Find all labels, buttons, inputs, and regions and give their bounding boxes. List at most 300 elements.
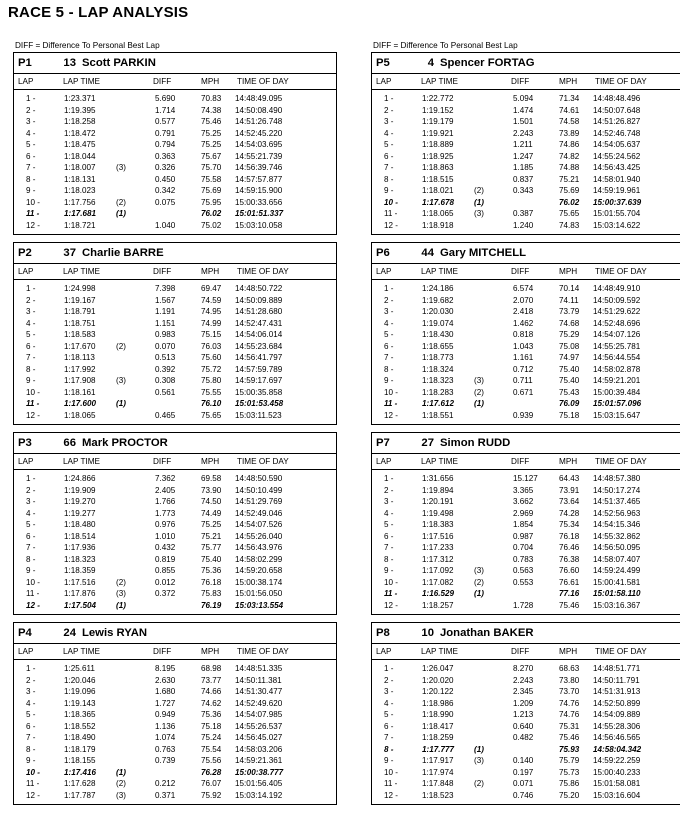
lap-number: 2 -	[26, 105, 36, 115]
lap-number: 8 -	[26, 174, 36, 184]
lap-time-cell	[417, 768, 507, 777]
lap-row	[14, 519, 336, 531]
lap-row	[14, 329, 336, 341]
rank-marker: (1)	[474, 399, 484, 409]
lap-time: 1:18.751	[64, 318, 96, 328]
lap-time: 1:17.670	[64, 341, 96, 351]
header-lap-time: LAP TIME	[63, 267, 101, 276]
lap-time-of-day: 14:56:46.565	[593, 733, 641, 743]
lap-time: 1:18.257	[422, 600, 454, 610]
lap-diff: 1.714	[155, 105, 176, 115]
lap-number: 6 -	[26, 341, 36, 351]
lap-row	[14, 686, 336, 698]
lap-number: 10 -	[26, 387, 40, 397]
lap-diff: 0.640	[513, 721, 534, 731]
lap-row	[372, 778, 680, 790]
header-time-of-day: TIME OF DAY	[595, 457, 647, 466]
panel-header	[14, 623, 336, 644]
lap-time-of-day: 14:50:09.592	[593, 295, 641, 305]
lap-number: 8 -	[384, 364, 394, 374]
lap-time: 1:17.974	[422, 767, 454, 777]
lap-mph: 76.03	[201, 341, 222, 351]
lap-time: 1:17.681	[64, 209, 96, 219]
header-mph: MPH	[559, 77, 578, 86]
lap-diff: 3.662	[513, 497, 534, 507]
lap-time-of-day: 14:55:32.862	[593, 531, 641, 541]
lap-time: 1:25.611	[64, 664, 95, 674]
lap-number: 2 -	[384, 105, 394, 115]
lap-time-cell	[417, 94, 507, 103]
lap-diff: 1.727	[155, 698, 176, 708]
lap-mph: 70.14	[559, 284, 580, 294]
lap-time-of-day: 14:55:28.306	[593, 721, 641, 731]
lap-time: 1:24.866	[64, 474, 96, 484]
lap-diff: 7.362	[155, 474, 176, 484]
lap-mph: 75.55	[201, 387, 222, 397]
lap-time-cell	[59, 555, 149, 564]
lap-time-of-day: 14:55:26.040	[235, 531, 283, 541]
lap-row	[372, 105, 680, 117]
lap-time: 1:20.046	[64, 675, 96, 685]
lap-number: 9 -	[26, 376, 36, 386]
lap-diff: 0.746	[513, 790, 534, 800]
lap-time-cell	[417, 186, 507, 195]
panel-header	[372, 243, 680, 264]
lap-time-cell	[59, 175, 149, 184]
lap-number: 5 -	[384, 140, 394, 150]
lap-diff: 0.783	[513, 554, 534, 564]
rank-marker: (1)	[474, 589, 484, 599]
lap-time-of-day: 15:00:33.656	[235, 197, 283, 207]
lap-diff: 0.704	[513, 543, 534, 553]
lap-diff: 0.819	[155, 554, 176, 564]
lap-mph: 64.43	[559, 474, 580, 484]
lap-time: 1:18.472	[64, 128, 96, 138]
lap-mph: 75.54	[201, 744, 222, 754]
lap-number: 11 -	[384, 589, 398, 599]
lap-time-of-day: 14:48:50.722	[235, 284, 283, 294]
lap-row	[14, 496, 336, 508]
lap-row	[372, 139, 680, 151]
rank-marker: (2)	[116, 779, 126, 789]
lap-time-cell	[59, 664, 149, 673]
lap-number: 11 -	[384, 779, 398, 789]
lap-number: 10 -	[26, 577, 40, 587]
lap-row	[14, 174, 336, 186]
lap-number: 9 -	[384, 376, 394, 386]
lap-row	[14, 341, 336, 353]
lap-time-of-day: 14:54:07.526	[235, 520, 283, 530]
lap-mph: 75.65	[559, 209, 580, 219]
lap-time: 1:17.787	[64, 790, 96, 800]
lap-time: 1:18.721	[64, 220, 96, 230]
lap-number: 3 -	[384, 117, 394, 127]
header-time-of-day: TIME OF DAY	[237, 77, 289, 86]
lap-row	[14, 565, 336, 577]
lap-time-cell	[417, 353, 507, 362]
lap-diff: 0.343	[513, 186, 534, 196]
lap-mph: 73.64	[559, 497, 580, 507]
lap-number: 4 -	[384, 128, 394, 138]
header-time-of-day: TIME OF DAY	[237, 457, 289, 466]
lap-mph: 75.21	[201, 531, 222, 541]
lap-time-of-day: 15:01:58.110	[593, 589, 641, 599]
lap-diff: 0.553	[513, 577, 534, 587]
lap-diff: 7.398	[155, 284, 176, 294]
lap-diff: 0.791	[155, 128, 176, 138]
lap-diff: 6.574	[513, 284, 534, 294]
lap-mph: 75.92	[201, 790, 222, 800]
lap-time-of-day: 15:00:38.777	[235, 767, 284, 777]
lap-number: 9 -	[26, 756, 36, 766]
lap-number: 7 -	[384, 163, 394, 173]
header-lap: LAP	[376, 77, 392, 86]
lap-time-of-day: 14:56:44.554	[593, 353, 641, 363]
header-lap: LAP	[18, 647, 34, 656]
rank-marker: (3)	[116, 163, 126, 173]
lap-time: 1:17.516	[422, 531, 454, 541]
lap-row	[372, 364, 680, 376]
lap-number: 11 -	[26, 209, 40, 219]
lap-time-cell	[59, 209, 149, 218]
lap-time: 1:20.030	[422, 307, 454, 317]
lap-time: 1:18.863	[422, 163, 454, 173]
right-panels	[371, 52, 680, 805]
lap-time: 1:18.986	[422, 698, 454, 708]
lap-mph: 76.02	[201, 209, 222, 219]
lap-time-cell	[59, 186, 149, 195]
lap-time-of-day: 14:55:21.739	[235, 151, 283, 161]
column-headers	[372, 264, 680, 280]
lap-time-of-day: 15:01:55.704	[593, 209, 641, 219]
lap-time-cell	[59, 486, 149, 495]
lap-diff: 2.405	[155, 485, 176, 495]
lap-time-cell	[417, 175, 507, 184]
lap-mph: 75.93	[559, 744, 580, 754]
header-diff: DIFF	[511, 647, 530, 656]
lap-row	[372, 128, 680, 140]
lap-mph: 75.43	[559, 387, 580, 397]
lap-time-cell	[417, 509, 507, 518]
lap-row	[372, 588, 680, 600]
lap-time: 1:18.430	[422, 330, 454, 340]
lap-time: 1:16.529	[422, 589, 454, 599]
lap-time-of-day: 15:00:37.639	[593, 197, 642, 207]
lap-time-cell	[59, 152, 149, 161]
lap-time-of-day: 14:56:45.027	[235, 733, 283, 743]
lap-row	[14, 675, 336, 687]
lap-number: 4 -	[384, 698, 394, 708]
lap-time-of-day: 15:01:53.458	[235, 399, 284, 409]
lap-time: 1:19.096	[64, 687, 96, 697]
lap-mph: 75.65	[201, 410, 222, 420]
lap-time-cell	[59, 388, 149, 397]
lap-row	[372, 519, 680, 531]
lap-number: 5 -	[384, 520, 394, 530]
lap-row	[372, 600, 680, 612]
lap-row	[14, 778, 336, 790]
lap-time-of-day: 14:57:57.877	[235, 174, 283, 184]
rank-marker: (3)	[474, 566, 484, 576]
lap-number: 1 -	[384, 664, 394, 674]
lap-number: 12 -	[26, 220, 40, 230]
lap-time: 1:18.258	[64, 117, 96, 127]
lap-time-cell	[417, 756, 507, 765]
panel-header	[14, 243, 336, 264]
lap-time-of-day: 14:54:09.889	[593, 710, 641, 720]
lap-time-cell	[417, 342, 507, 351]
lap-time-of-day: 14:48:49.095	[235, 94, 283, 104]
lap-diff: 1.247	[513, 151, 534, 161]
lap-time: 1:19.152	[422, 105, 454, 115]
lap-time-cell	[59, 520, 149, 529]
panel-header	[14, 53, 336, 74]
header-diff: DIFF	[153, 77, 172, 86]
lap-mph: 75.18	[201, 721, 222, 731]
lap-time: 1:18.065	[422, 209, 454, 219]
lap-mph: 73.90	[201, 485, 222, 495]
lap-diff: 0.794	[155, 140, 176, 150]
lap-number: 3 -	[26, 117, 36, 127]
lap-time-of-day: 14:48:50.590	[235, 474, 283, 484]
lap-time-cell	[59, 497, 149, 506]
lap-number: 12 -	[384, 600, 398, 610]
lap-time-of-day: 14:59:20.658	[235, 566, 283, 576]
lap-row	[372, 554, 680, 566]
lap-time-cell	[59, 699, 149, 708]
lap-diff: 0.012	[155, 577, 176, 587]
lap-time-of-day: 15:01:51.337	[235, 209, 284, 219]
lap-rows	[14, 90, 336, 231]
lap-time-cell	[59, 768, 149, 777]
lap-number: 11 -	[26, 779, 40, 789]
lap-time-of-day: 15:03:10.058	[235, 220, 283, 230]
lap-diff: 0.392	[155, 364, 176, 374]
lap-time-cell	[59, 722, 149, 731]
position-label: P5	[376, 57, 390, 69]
lap-number: 1 -	[26, 664, 36, 674]
lap-row	[372, 295, 680, 307]
lap-number: 4 -	[384, 508, 394, 518]
lap-time-cell	[59, 687, 149, 696]
lap-time-cell	[59, 365, 149, 374]
lap-diff: 0.976	[155, 520, 176, 530]
lap-row	[14, 116, 336, 128]
lap-number: 3 -	[384, 307, 394, 317]
lap-time-of-day: 14:48:51.771	[593, 664, 641, 674]
lap-mph: 76.28	[201, 767, 222, 777]
header-lap-time: LAP TIME	[63, 77, 101, 86]
lap-time-of-day: 15:00:39.484	[593, 387, 641, 397]
lap-time-of-day: 15:03:16.367	[593, 600, 641, 610]
lap-time-cell	[59, 779, 149, 788]
lap-row	[14, 105, 336, 117]
lap-row	[14, 398, 336, 410]
lap-row	[372, 531, 680, 543]
lap-time-cell	[59, 307, 149, 316]
panel-header	[14, 433, 336, 454]
lap-time-of-day: 14:54:06.014	[235, 330, 283, 340]
lap-time: 1:17.092	[422, 566, 454, 576]
lap-diff: 0.987	[513, 531, 534, 541]
lap-time: 1:19.921	[422, 128, 454, 138]
lap-time-of-day: 14:50:11.381	[235, 675, 282, 685]
rank-marker: (2)	[474, 186, 484, 196]
lap-diff: 1.728	[513, 600, 534, 610]
lap-diff: 2.070	[513, 295, 534, 305]
lap-mph: 76.02	[559, 197, 580, 207]
lap-mph: 68.98	[201, 664, 222, 674]
lap-mph: 75.25	[201, 520, 222, 530]
header-diff: DIFF	[511, 77, 530, 86]
lap-time-cell	[417, 474, 507, 483]
lap-row	[14, 306, 336, 318]
lap-mph: 74.83	[559, 220, 580, 230]
lap-number: 8 -	[26, 364, 36, 374]
lap-time: 1:17.600	[64, 399, 96, 409]
lap-number: 2 -	[384, 675, 394, 685]
left-column	[13, 40, 337, 812]
lap-row	[372, 116, 680, 128]
lap-number: 6 -	[26, 531, 36, 541]
lap-time-of-day: 15:03:14.192	[235, 790, 283, 800]
lap-row	[372, 755, 680, 767]
header-lap: LAP	[18, 457, 34, 466]
lap-diff: 0.465	[155, 410, 176, 420]
lap-time-of-day: 14:58:07.407	[593, 554, 641, 564]
lap-time-cell	[59, 353, 149, 362]
lap-number: 1 -	[384, 474, 394, 484]
lap-diff: 1.680	[155, 687, 176, 697]
lap-time: 1:18.514	[64, 531, 96, 541]
lap-time: 1:18.655	[422, 341, 454, 351]
lap-time: 1:18.918	[422, 220, 454, 230]
lap-time-cell	[417, 163, 507, 172]
lap-time: 1:18.359	[64, 566, 96, 576]
header-lap: LAP	[376, 647, 392, 656]
lap-diff: 2.630	[155, 675, 176, 685]
lap-row	[14, 295, 336, 307]
header-lap-time: LAP TIME	[421, 77, 459, 86]
lap-number: 1 -	[384, 94, 394, 104]
driver-panel	[13, 622, 337, 805]
rank-marker: (1)	[474, 744, 484, 754]
lap-diff: 1.854	[513, 520, 534, 530]
lap-time-cell	[59, 163, 149, 172]
lap-row	[372, 790, 680, 802]
lap-mph: 75.18	[559, 410, 580, 420]
lap-number: 4 -	[26, 318, 36, 328]
lap-time: 1:19.167	[64, 295, 96, 305]
lap-diff: 0.739	[155, 756, 176, 766]
lap-time-of-day: 14:50:08.490	[235, 105, 283, 115]
lap-time-of-day: 14:48:48.496	[593, 94, 641, 104]
lap-time-cell	[417, 520, 507, 529]
lap-number: 12 -	[26, 790, 40, 800]
lap-mph: 76.60	[559, 566, 580, 576]
lap-row	[14, 139, 336, 151]
lap-mph: 76.18	[559, 531, 580, 541]
lap-row	[372, 732, 680, 744]
lap-diff: 1.040	[155, 220, 176, 230]
lap-number: 3 -	[26, 497, 36, 507]
lap-row	[14, 663, 336, 675]
lap-time-cell	[417, 198, 507, 207]
lap-time-of-day: 15:03:16.604	[593, 790, 641, 800]
lap-mph: 74.59	[201, 295, 222, 305]
header-mph: MPH	[559, 267, 578, 276]
lap-mph: 75.79	[559, 756, 580, 766]
lap-number: 1 -	[26, 94, 36, 104]
lap-number: 9 -	[26, 566, 36, 576]
rank-marker: (1)	[116, 209, 126, 219]
lap-time: 1:18.889	[422, 140, 454, 150]
rank-marker: (3)	[116, 589, 126, 599]
driver-panel	[13, 52, 337, 235]
lap-time-cell	[59, 566, 149, 575]
lap-mph: 75.46	[201, 117, 222, 127]
lap-time: 1:18.155	[64, 756, 96, 766]
driver-name: Gary MITCHELL	[440, 247, 526, 259]
lap-diff: 0.513	[155, 353, 176, 363]
lap-number: 2 -	[26, 295, 36, 305]
lap-time-of-day: 14:56:41.797	[235, 353, 283, 363]
lap-time: 1:20.191	[422, 497, 454, 507]
lap-time-cell	[417, 388, 507, 397]
lap-time: 1:17.612	[422, 399, 454, 409]
lap-time-of-day: 14:56:39.746	[235, 163, 283, 173]
lap-time: 1:19.277	[64, 508, 96, 518]
lap-number: 4 -	[26, 128, 36, 138]
lap-time-of-day: 14:50:11.791	[593, 675, 640, 685]
lap-time-of-day: 14:51:31.913	[593, 687, 641, 697]
lap-row	[372, 352, 680, 364]
lap-number: 4 -	[26, 508, 36, 518]
rank-marker: (2)	[116, 197, 126, 207]
driver-panel	[13, 242, 337, 425]
lap-row	[372, 473, 680, 485]
header-mph: MPH	[559, 457, 578, 466]
lap-mph: 74.58	[559, 117, 580, 127]
header-diff: DIFF	[153, 647, 172, 656]
rank-marker: (1)	[116, 767, 126, 777]
lap-time: 1:24.186	[422, 284, 454, 294]
lap-mph: 76.38	[559, 554, 580, 564]
lap-time-of-day: 14:51:29.769	[235, 497, 283, 507]
lap-time: 1:19.894	[422, 485, 454, 495]
lap-time-of-day: 14:51:30.477	[235, 687, 283, 697]
lap-number: 10 -	[384, 577, 398, 587]
lap-time: 1:18.324	[422, 364, 454, 374]
driver-panel	[371, 432, 680, 615]
lap-time-of-day: 14:48:49.910	[593, 284, 641, 294]
lap-number: 6 -	[384, 531, 394, 541]
header-lap-time: LAP TIME	[421, 267, 459, 276]
lap-time: 1:18.515	[422, 174, 454, 184]
lap-time: 1:18.475	[64, 140, 96, 150]
lap-mph: 76.46	[559, 543, 580, 553]
lap-time: 1:18.044	[64, 151, 96, 161]
lap-row	[372, 565, 680, 577]
lap-time-of-day: 14:58:02.878	[593, 364, 641, 374]
lap-time-of-day: 14:57:59.789	[235, 364, 283, 374]
lap-number: 6 -	[384, 721, 394, 731]
header-lap-time: LAP TIME	[63, 457, 101, 466]
lap-number: 5 -	[26, 520, 36, 530]
lap-row	[372, 496, 680, 508]
lap-mph: 75.02	[201, 220, 222, 230]
lap-time-cell	[417, 543, 507, 552]
